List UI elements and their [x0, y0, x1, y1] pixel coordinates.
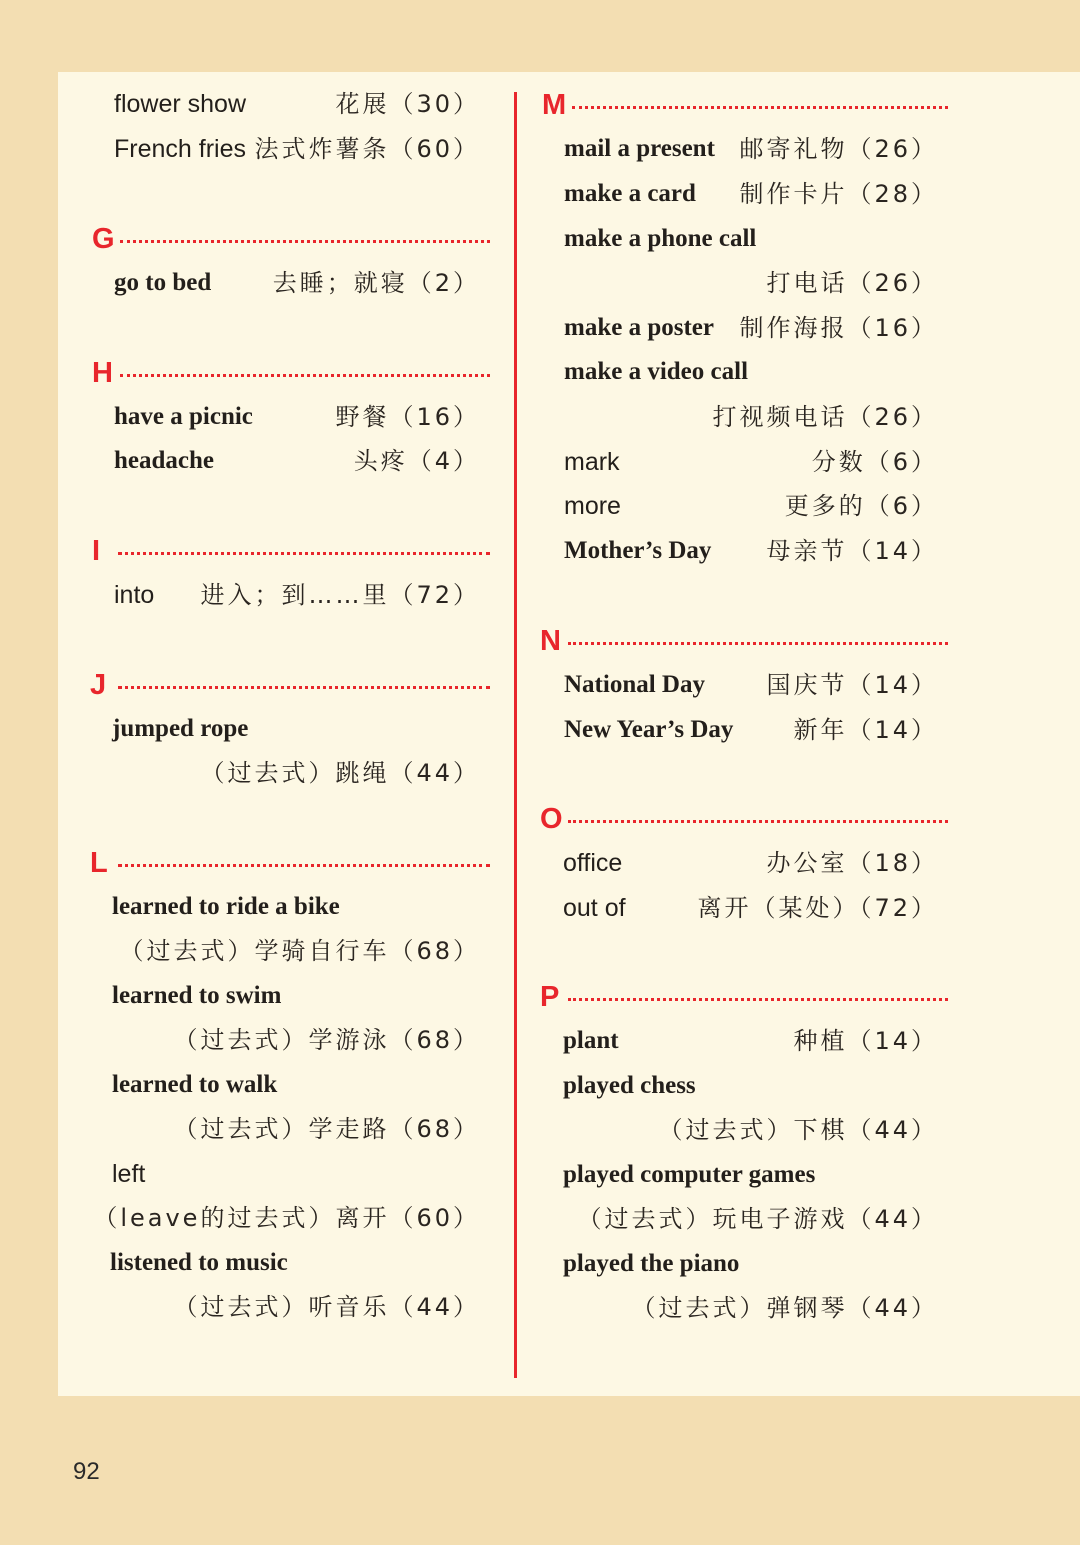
entry-english: played the piano [563, 1250, 740, 1277]
entry-english: National Day [564, 671, 705, 698]
entry-chinese: 去睡；就寝（2） [272, 269, 480, 297]
section-letter: O [540, 803, 563, 835]
dotted-rule [120, 374, 490, 377]
entry-chinese: 邮寄礼物（26） [739, 135, 938, 163]
entry-chinese: 花展（30） [335, 90, 480, 118]
entry-chinese: 更多的（6） [784, 492, 938, 520]
entry-english: jumped rope [112, 715, 249, 742]
entry-english: out of [563, 894, 626, 922]
entry-chinese: （过去式）玩电子游戏（44） [577, 1205, 938, 1233]
dotted-rule [118, 864, 490, 867]
dotted-rule [568, 642, 948, 645]
entry-chinese: （过去式）听音乐（44） [173, 1293, 480, 1321]
entry-chinese: 制作卡片（28） [739, 180, 938, 208]
section-header-i [92, 536, 490, 566]
section-letter: H [92, 357, 113, 389]
section-letter: G [92, 223, 115, 255]
entry-english: more [564, 492, 621, 520]
section-header-o [540, 804, 948, 834]
section-header-n [540, 626, 948, 656]
entry-english: make a phone call [564, 225, 757, 252]
entry-chinese: 母亲节（14） [766, 537, 938, 565]
dotted-rule [120, 240, 490, 243]
section-letter: N [540, 625, 561, 657]
section-letter: J [90, 669, 107, 701]
entry-english: mail a present [564, 135, 715, 162]
section-letter: L [90, 847, 108, 879]
entry-chinese: （过去式）下棋（44） [658, 1116, 938, 1144]
dotted-rule [568, 820, 948, 823]
entry-chinese: 野餐（16） [335, 403, 480, 431]
entry-chinese: 法式炸薯条（60） [254, 135, 480, 163]
entry-chinese: （leave的过去式）离开（60） [93, 1204, 480, 1232]
section-header-m [542, 90, 948, 120]
entry-english: left [112, 1160, 146, 1188]
entry-english: Mother’s Day [564, 537, 712, 564]
entry-english: flower show [114, 90, 246, 118]
entry-english: learned to ride a bike [112, 893, 340, 920]
entry-chinese: 打视频电话（26） [712, 403, 938, 431]
section-header-p [540, 982, 948, 1012]
entry-chinese: 办公室（18） [766, 849, 938, 877]
entry-chinese: 种植（14） [793, 1027, 938, 1055]
section-letter: M [542, 89, 567, 121]
entry-english: plant [563, 1027, 619, 1054]
entry-chinese: 新年（14） [793, 716, 938, 744]
entry-english: into [114, 581, 155, 609]
entry-chinese: （过去式）学骑自行车（68） [119, 937, 480, 965]
entry-chinese: （过去式）弹钢琴（44） [631, 1294, 938, 1322]
entry-english: office [563, 849, 623, 877]
entry-english: French fries [114, 135, 246, 163]
section-letter: P [540, 981, 560, 1013]
section-letter: I [92, 535, 101, 567]
entry-english: have a picnic [114, 403, 253, 430]
dotted-rule [118, 686, 490, 689]
dotted-rule [572, 106, 948, 109]
dotted-rule [118, 552, 490, 555]
entry-chinese: 分数（6） [811, 448, 938, 476]
entry-english: mark [564, 448, 620, 476]
page-number: 92 [73, 1458, 100, 1485]
entry-chinese: （过去式）学走路（68） [173, 1115, 480, 1143]
entry-chinese: 进入；到……里（72） [200, 581, 480, 609]
entry-english: make a poster [564, 314, 714, 341]
entry-chinese: 国庆节（14） [766, 671, 938, 699]
column-divider [514, 92, 517, 1378]
entry-english: headache [114, 447, 214, 474]
entry-chinese: （过去式）学游泳（68） [173, 1026, 480, 1054]
entry-english: played computer games [563, 1161, 816, 1188]
entry-english: learned to walk [112, 1071, 278, 1098]
entry-english: go to bed [114, 269, 212, 296]
entry-chinese: 离开（某处）（72） [697, 894, 938, 922]
entry-chinese: （过去式）跳绳（44） [200, 759, 480, 787]
section-header-j [90, 670, 490, 700]
entry-chinese: 头疼（4） [353, 447, 480, 475]
entry-english: learned to swim [112, 982, 282, 1009]
entry-english: New Year’s Day [564, 716, 734, 743]
dotted-rule [568, 998, 948, 1001]
entry-english: make a video call [564, 358, 749, 385]
section-header-g [92, 224, 490, 254]
entry-english: make a card [564, 180, 696, 207]
section-header-l [90, 848, 490, 878]
entry-chinese: 打电话（26） [766, 269, 938, 297]
entry-english: listened to music [110, 1249, 288, 1276]
entry-chinese: 制作海报（16） [739, 314, 938, 342]
entry-english: played chess [563, 1072, 696, 1099]
section-header-h [92, 358, 490, 388]
